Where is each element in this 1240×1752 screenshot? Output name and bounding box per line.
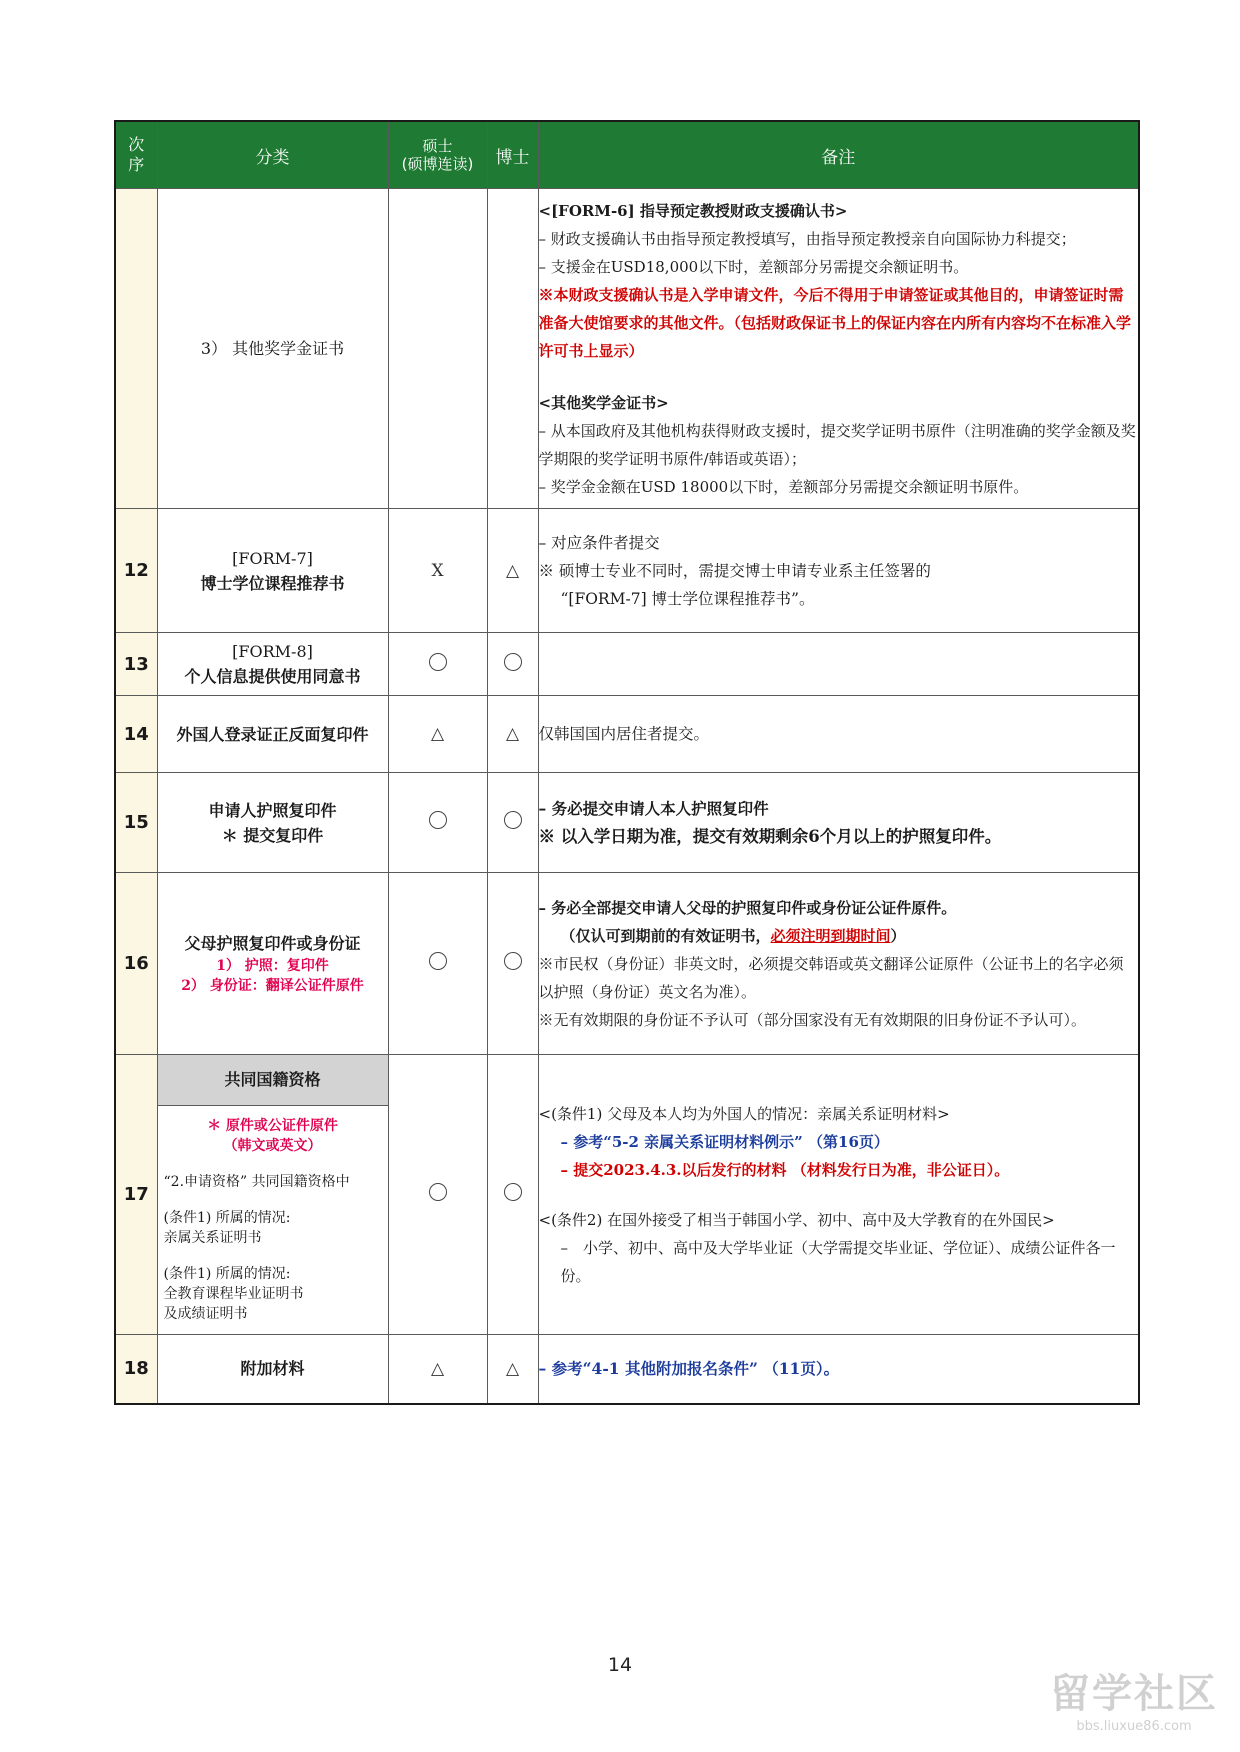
header-doctor: 博士: [487, 121, 538, 189]
note-line: <其他奖学金证书>: [538, 393, 669, 412]
row-number: 18: [115, 1335, 157, 1404]
row-number: 15: [115, 773, 157, 873]
circle-icon: [429, 952, 447, 970]
row-number: 16: [115, 873, 157, 1055]
category-label: 申请人护照复印件: [208, 800, 337, 820]
note-line: ※无有效期限的身份证不予认可（部分国家没有无有效期限的旧身份证不予认可）。: [538, 1010, 1087, 1029]
row-number: 14: [115, 696, 157, 773]
row-category: [157, 773, 388, 873]
category-label: 父母护照复印件或身份证: [184, 934, 361, 953]
header-remarks: 备注: [538, 121, 1139, 189]
circle-icon: [504, 811, 522, 829]
note-text: （仅认可到期前的有效证明书，: [560, 926, 771, 945]
condition-label: (条件1) 所属的情况:: [163, 1266, 291, 1282]
category-text: [164, 1208, 382, 1248]
watermark-title: 留学社区: [1050, 1671, 1218, 1717]
remarks-cell: [538, 509, 1139, 633]
note-reference: – 参考“5-2 亲属关系证明材料例示” （第16页）: [560, 1132, 889, 1151]
page-number: 14: [607, 1654, 633, 1676]
note-line: <(条件1) 父母及本人均为外国人的情况：亲属关系证明材料>: [538, 1104, 950, 1123]
master-mark: △: [388, 1335, 487, 1404]
row-number: [115, 189, 157, 509]
circle-icon: [429, 811, 447, 829]
note-line: – 务必提交申请人本人护照复印件: [538, 798, 769, 818]
condition-item: 全教育课程毕业证明书: [163, 1286, 304, 1302]
remarks-cell: [538, 1055, 1139, 1335]
note-line: – 财政支援确认书由指导预定教授填写，由指导预定教授亲自向国际协力科提交；: [538, 229, 1076, 248]
category-sub: 1） 护照：复印件: [216, 958, 329, 974]
table-row: [115, 773, 1139, 873]
remarks-cell: [538, 189, 1139, 509]
doctor-mark: △: [487, 509, 538, 633]
circle-icon: [504, 952, 522, 970]
circle-icon: [504, 1183, 522, 1201]
row-category: 附加材料: [157, 1335, 388, 1404]
doctor-mark: [487, 1055, 538, 1335]
document-table: [114, 120, 1140, 1405]
condition-item: 及成绩证明书: [163, 1306, 248, 1322]
category-sub: 2） 身份证：翻译公证件原件: [181, 978, 364, 994]
header-category: 分类: [157, 121, 388, 189]
category-label: 博士学位课程推荐书: [200, 573, 345, 593]
note-line: – 务必全部提交申请人父母的护照复印件或身份证公证件原件。: [538, 898, 957, 917]
note-line: <[FORM-6] 指导预定教授财政支援确认书>: [538, 201, 848, 220]
master-mark: [388, 1055, 487, 1335]
condition-item: 亲属关系证明书: [163, 1230, 262, 1246]
category-text: “2.申请资格” 共同国籍资格中: [163, 1174, 350, 1190]
doctor-mark: [487, 773, 538, 873]
row-category: [157, 873, 388, 1055]
category-text: [164, 1264, 382, 1324]
note-line: ※ 硕博士专业不同时，需提交博士申请专业系主任签署的: [538, 561, 931, 580]
header-order: 次序: [115, 121, 157, 189]
table-header: [115, 121, 1139, 189]
doctor-mark: [487, 873, 538, 1055]
table-row: [115, 633, 1139, 696]
remarks-cell: [538, 873, 1139, 1055]
form-label: [FORM-7]: [232, 548, 313, 568]
note-line: “[FORM-7] 博士学位课程推荐书”。: [560, 589, 815, 608]
row-category: [157, 633, 388, 696]
master-cell: [388, 189, 487, 509]
remarks-cell: 仅韩国国内居住者提交。: [538, 696, 1139, 773]
condition-label: (条件1) 所属的情况:: [163, 1210, 291, 1226]
form-label: [FORM-8]: [232, 642, 313, 661]
doctor-cell: [487, 189, 538, 509]
table-row: [115, 696, 1139, 773]
master-mark: △: [388, 696, 487, 773]
note-line: – 从本国政府及其他机构获得财政支援时，提交奖学证明书原件（注明准确的奖学金额及奖学期限的奖学证明书原件/韩语或英语）；: [538, 421, 1136, 468]
row-category: [157, 509, 388, 633]
circle-icon: [429, 1183, 447, 1201]
table-row: [115, 873, 1139, 1055]
note-line: – 小学、初中、高中及大学毕业证（大学需提交毕业证、学位证）、成绩公证件各一份。: [560, 1238, 1116, 1285]
note-line: [539, 922, 1139, 950]
note-warning: – 提交2023.4.3.以后发行的材料 （材料发行日为准，非公证日）。: [560, 1160, 1010, 1179]
doctor-mark: [487, 633, 538, 696]
note-text: ）: [890, 926, 906, 945]
remarks-cell: [538, 633, 1139, 696]
table-row: [115, 1055, 1139, 1335]
master-mark: [388, 773, 487, 873]
note-line: ※市民权（身份证）非英文时，必须提交韩语或英文翻译公证原件（公证书上的名字必须以护照（身份证）英文名为准）。: [538, 954, 1124, 1001]
table-row: [115, 509, 1139, 633]
doctor-mark: △: [487, 696, 538, 773]
table-row: [115, 1335, 1139, 1404]
category-label: 个人信息提供使用同意书: [184, 667, 361, 686]
remarks-cell: – 参考“4-1 其他附加报名条件” （11页）。: [538, 1335, 1139, 1404]
watermark-logo: [1050, 1662, 1218, 1734]
row-category: 3） 其他奖学金证书: [157, 189, 388, 509]
watermark-url: bbs.liuxue86.com: [1076, 1719, 1192, 1734]
header-master-label: 硕士: [422, 137, 453, 155]
circle-icon: [504, 653, 522, 671]
category-note: ＊ 提交复印件: [221, 825, 324, 845]
circle-icon: [429, 653, 447, 671]
master-mark: X: [388, 509, 487, 633]
row-number: 12: [115, 509, 157, 633]
header-master-sub: (硕博连读): [401, 155, 474, 173]
row-category: 外国人登录证正反面复印件: [157, 696, 388, 773]
doctor-mark: △: [487, 1335, 538, 1404]
category-heading: 共同国籍资格: [158, 1055, 388, 1106]
table-row: [115, 189, 1139, 509]
category-body: [158, 1106, 388, 1334]
category-sub: （韩文或英文）: [223, 1138, 322, 1154]
header-master: [388, 121, 487, 189]
category-sub: ＊ 原件或公证件原件: [207, 1118, 338, 1134]
note-line: <(条件2) 在国外接受了相当于韩国小学、初中、高中及大学教育的在外国民>: [538, 1210, 1055, 1229]
note-highlight: 必须注明到期时间: [770, 926, 891, 945]
note-warning: ※本财政支援确认书是入学申请文件，今后不得用于申请签证或其他目的，申请签证时需准备大使馆要求的其他文件。（包括财政保证书上的保证内容在内所有内容均不在标准入学许可书上显示）: [538, 285, 1132, 360]
note-line: ※ 以入学日期为准，提交有效期剩余6个月以上的护照复印件。: [538, 826, 1002, 846]
master-mark: [388, 633, 487, 696]
note-line: – 支援金在USD18,000以下时，差额部分另需提交余额证明书。: [538, 257, 969, 276]
row-category: [157, 1055, 388, 1335]
note-line: – 对应条件者提交: [538, 533, 660, 552]
row-number: 13: [115, 633, 157, 696]
note-line: – 奖学金金额在USD 18000以下时，差额部分另需提交余额证明书原件。: [538, 477, 1029, 496]
remarks-cell: [538, 773, 1139, 873]
master-mark: [388, 873, 487, 1055]
row-number: 17: [115, 1055, 157, 1335]
